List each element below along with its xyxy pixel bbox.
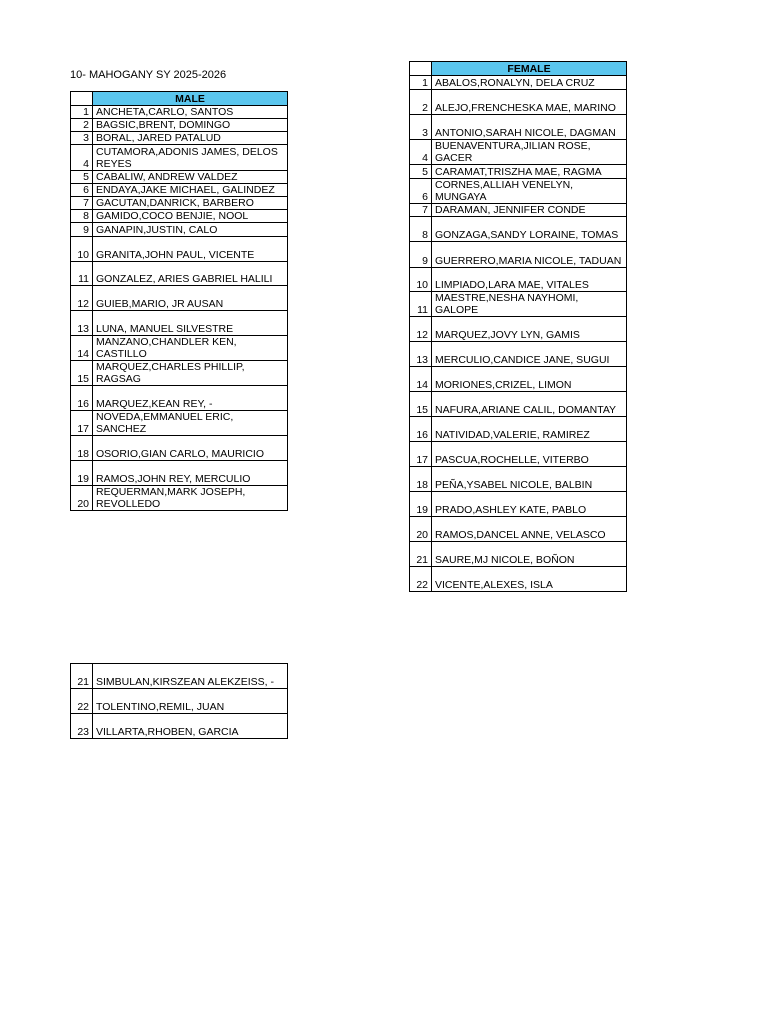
table-row bbox=[410, 140, 627, 165]
page-title: 10- MAHOGANY SY 2025-2026 bbox=[70, 69, 227, 81]
student-number: 7 bbox=[410, 204, 432, 217]
female-roster-table bbox=[409, 61, 627, 592]
student-name: LIMPIADO,LARA MAE, VITALES bbox=[432, 268, 627, 292]
table-row bbox=[71, 262, 288, 286]
table-row bbox=[71, 171, 288, 184]
table-row bbox=[71, 311, 288, 336]
male-roster-continued-body bbox=[71, 664, 288, 739]
table-row bbox=[71, 664, 288, 689]
student-number: 11 bbox=[410, 292, 432, 317]
student-number: 16 bbox=[410, 417, 432, 442]
table-row bbox=[71, 411, 288, 436]
student-number: 18 bbox=[71, 436, 93, 461]
table-row bbox=[410, 268, 627, 292]
student-name: MARQUEZ,KEAN REY, - bbox=[93, 386, 288, 411]
table-row bbox=[71, 184, 288, 197]
student-number: 14 bbox=[410, 367, 432, 392]
table-row bbox=[410, 115, 627, 140]
table-row bbox=[410, 442, 627, 467]
student-name: MAESTRE,NESHA NAYHOMI, GALOPE bbox=[432, 292, 627, 317]
table-row bbox=[71, 119, 288, 132]
student-name: ALEJO,FRENCHESKA MAE, MARINO bbox=[432, 90, 627, 115]
student-number: 12 bbox=[71, 286, 93, 311]
student-name: MERCULIO,CANDICE JANE, SUGUI bbox=[432, 342, 627, 367]
student-number: 22 bbox=[71, 689, 93, 714]
male-number-header bbox=[71, 92, 93, 106]
student-number: 6 bbox=[410, 179, 432, 204]
student-name: GAMIDO,COCO BENJIE, NOOL bbox=[93, 210, 288, 223]
student-name: REQUERMAN,MARK JOSEPH, REVOLLEDO bbox=[93, 486, 288, 511]
student-number: 4 bbox=[410, 140, 432, 165]
student-name: GONZAGA,SANDY LORAINE, TOMAS bbox=[432, 217, 627, 242]
table-row bbox=[71, 486, 288, 511]
table-row bbox=[410, 90, 627, 115]
male-roster-continued-table bbox=[70, 663, 288, 739]
student-name: ANTONIO,SARAH NICOLE, DAGMAN bbox=[432, 115, 627, 140]
table-row bbox=[410, 179, 627, 204]
table-row bbox=[410, 492, 627, 517]
table-row bbox=[410, 165, 627, 179]
female-number-header bbox=[410, 62, 432, 76]
student-number: 11 bbox=[71, 262, 93, 286]
student-name: MANZANO,CHANDLER KEN, CASTILLO bbox=[93, 336, 288, 361]
student-name: BAGSIC,BRENT, DOMINGO bbox=[93, 119, 288, 132]
student-number: 9 bbox=[71, 223, 93, 237]
student-name: ABALOS,RONALYN, DELA CRUZ bbox=[432, 76, 627, 90]
student-number: 1 bbox=[71, 106, 93, 119]
table-row bbox=[71, 714, 288, 739]
female-header-row bbox=[410, 62, 627, 76]
student-number: 15 bbox=[71, 361, 93, 386]
student-number: 13 bbox=[71, 311, 93, 336]
table-row bbox=[71, 461, 288, 486]
student-name: CUTAMORA,ADONIS JAMES, DELOS REYES bbox=[93, 145, 288, 171]
male-header: MALE bbox=[93, 92, 288, 106]
student-number: 12 bbox=[410, 317, 432, 342]
student-name: SAURE,MJ NICOLE, BOÑON bbox=[432, 542, 627, 567]
table-row bbox=[410, 517, 627, 542]
table-row bbox=[71, 237, 288, 262]
student-number: 19 bbox=[410, 492, 432, 517]
table-row bbox=[71, 145, 288, 171]
table-row bbox=[71, 361, 288, 386]
student-name: CABALIW, ANDREW VALDEZ bbox=[93, 171, 288, 184]
student-number: 8 bbox=[71, 210, 93, 223]
student-number: 19 bbox=[71, 461, 93, 486]
student-name: CARAMAT,TRISZHA MAE, RAGMA bbox=[432, 165, 627, 179]
student-name: MARQUEZ,CHARLES PHILLIP, RAGSAG bbox=[93, 361, 288, 386]
student-name: SIMBULAN,KIRSZEAN ALEKZEISS, - bbox=[93, 664, 288, 689]
student-name: VICENTE,ALEXES, ISLA bbox=[432, 567, 627, 592]
student-name: TOLENTINO,REMIL, JUAN bbox=[93, 689, 288, 714]
student-name: RAMOS,DANCEL ANNE, VELASCO bbox=[432, 517, 627, 542]
student-name: DARAMAN, JENNIFER CONDE bbox=[432, 204, 627, 217]
table-row bbox=[71, 689, 288, 714]
table-row bbox=[410, 467, 627, 492]
student-name: PRADO,ASHLEY KATE, PABLO bbox=[432, 492, 627, 517]
student-name: ANCHETA,CARLO, SANTOS bbox=[93, 106, 288, 119]
student-number: 21 bbox=[410, 542, 432, 567]
table-row bbox=[71, 386, 288, 411]
table-row bbox=[410, 392, 627, 417]
student-number: 6 bbox=[71, 184, 93, 197]
student-name: BUENAVENTURA,JILIAN ROSE, GACER bbox=[432, 140, 627, 165]
male-header-row bbox=[71, 92, 288, 106]
student-name: GANAPIN,JUSTIN, CALO bbox=[93, 223, 288, 237]
table-row bbox=[410, 567, 627, 592]
table-row bbox=[71, 436, 288, 461]
student-number: 13 bbox=[410, 342, 432, 367]
table-row bbox=[71, 223, 288, 237]
student-name: ENDAYA,JAKE MICHAEL, GALINDEZ bbox=[93, 184, 288, 197]
table-row bbox=[410, 317, 627, 342]
student-name: CORNES,ALLIAH VENELYN, MUNGAYA bbox=[432, 179, 627, 204]
student-number: 22 bbox=[410, 567, 432, 592]
table-row bbox=[71, 106, 288, 119]
student-number: 23 bbox=[71, 714, 93, 739]
student-number: 15 bbox=[410, 392, 432, 417]
table-row bbox=[410, 204, 627, 217]
student-number: 20 bbox=[71, 486, 93, 511]
table-row bbox=[71, 286, 288, 311]
table-row bbox=[71, 210, 288, 223]
table-row bbox=[410, 542, 627, 567]
student-name: GONZALEZ, ARIES GABRIEL HALILI bbox=[93, 262, 288, 286]
student-name: RAMOS,JOHN REY, MERCULIO bbox=[93, 461, 288, 486]
student-name: NAFURA,ARIANE CALIL, DOMANTAY bbox=[432, 392, 627, 417]
student-number: 21 bbox=[71, 664, 93, 689]
student-number: 5 bbox=[410, 165, 432, 179]
student-number: 3 bbox=[410, 115, 432, 140]
student-name: PASCUA,ROCHELLE, VITERBO bbox=[432, 442, 627, 467]
student-name: GRANITA,JOHN PAUL, VICENTE bbox=[93, 237, 288, 262]
student-number: 9 bbox=[410, 242, 432, 268]
student-name: MARQUEZ,JOVY LYN, GAMIS bbox=[432, 317, 627, 342]
student-number: 4 bbox=[71, 145, 93, 171]
table-row bbox=[410, 76, 627, 90]
table-row bbox=[71, 132, 288, 145]
student-name: GUERRERO,MARIA NICOLE, TADUAN bbox=[432, 242, 627, 268]
student-name: GUIEB,MARIO, JR AUSAN bbox=[93, 286, 288, 311]
student-name: MORIONES,CRIZEL, LIMON bbox=[432, 367, 627, 392]
table-row bbox=[410, 217, 627, 242]
student-number: 17 bbox=[71, 411, 93, 436]
student-name: BORAL, JARED PATALUD bbox=[93, 132, 288, 145]
table-row bbox=[71, 336, 288, 361]
student-number: 2 bbox=[410, 90, 432, 115]
student-number: 7 bbox=[71, 197, 93, 210]
male-roster-body bbox=[71, 106, 288, 511]
table-row bbox=[410, 342, 627, 367]
student-number: 18 bbox=[410, 467, 432, 492]
student-number: 10 bbox=[410, 268, 432, 292]
table-row bbox=[410, 292, 627, 317]
table-row bbox=[410, 367, 627, 392]
student-number: 20 bbox=[410, 517, 432, 542]
student-name: PEÑA,YSABEL NICOLE, BALBIN bbox=[432, 467, 627, 492]
table-row bbox=[71, 197, 288, 210]
student-number: 8 bbox=[410, 217, 432, 242]
student-name: LUNA, MANUEL SILVESTRE bbox=[93, 311, 288, 336]
student-number: 14 bbox=[71, 336, 93, 361]
female-header: FEMALE bbox=[432, 62, 627, 76]
student-name: GACUTAN,DANRICK, BARBERO bbox=[93, 197, 288, 210]
student-number: 16 bbox=[71, 386, 93, 411]
student-name: OSORIO,GIAN CARLO, MAURICIO bbox=[93, 436, 288, 461]
student-number: 2 bbox=[71, 119, 93, 132]
female-roster-body bbox=[410, 76, 627, 592]
student-number: 5 bbox=[71, 171, 93, 184]
student-number: 10 bbox=[71, 237, 93, 262]
male-roster-table bbox=[70, 91, 288, 511]
student-number: 17 bbox=[410, 442, 432, 467]
student-number: 3 bbox=[71, 132, 93, 145]
table-row bbox=[410, 417, 627, 442]
student-name: VILLARTA,RHOBEN, GARCIA bbox=[93, 714, 288, 739]
student-number: 1 bbox=[410, 76, 432, 90]
table-row bbox=[410, 242, 627, 268]
student-name: NOVEDA,EMMANUEL ERIC, SANCHEZ bbox=[93, 411, 288, 436]
student-name: NATIVIDAD,VALERIE, RAMIREZ bbox=[432, 417, 627, 442]
